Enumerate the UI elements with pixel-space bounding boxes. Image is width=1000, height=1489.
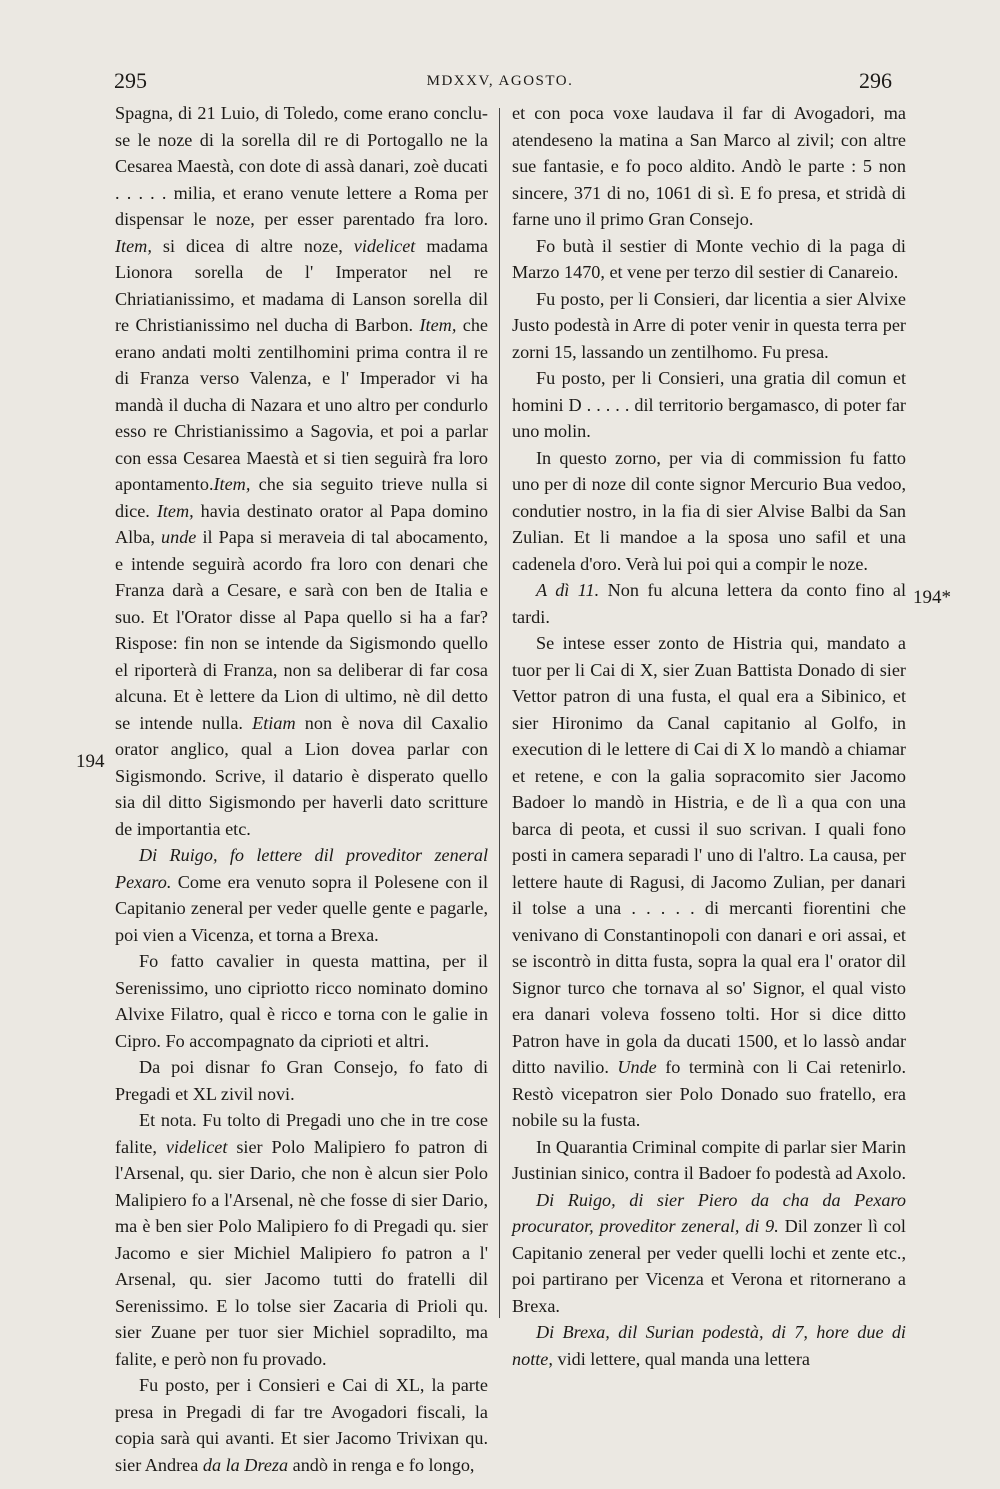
paragraph (512, 1319, 906, 1372)
paragraph: Fu posto, per li Consieri, una gratia dil comun et homini D . . . . . dil territorio bergamasco, di poter far uno molin. (512, 368, 906, 441)
paragraph (115, 1372, 488, 1478)
text-run: Dil zonzer lì col Capitanio zeneral per veder quelli lochi et zente etc., poi partirano per Vicenza et Verona et ritornerano a Brexa. (512, 1216, 906, 1316)
left-column (115, 100, 488, 1478)
text-run: Fu posto, per i Consieri e Cai di XL, la parte presa in Pregadi di far tre Avogadori fiscali, la copia sarà qui avanti. Et sier Jacomo Trivixan qu. sier Andrea (115, 1375, 488, 1475)
text-run: havia destinato orator al Papa domino Alba, (115, 500, 489, 547)
italic-run: Di Ruigo, fo lettere dil proveditor zeneral Pexaro. (115, 845, 488, 892)
italic-run: Di Brexa, dil Surian podestà, di 7, hore due di notte, (512, 1322, 906, 1369)
italic-run: Item, (213, 474, 251, 494)
paragraph (512, 630, 906, 1134)
text-run: madama Lionora sorella de l' Imperator nel re Chriatianissimo, et madama di Lanson sorella dil re Christianissimo nel ducha di Barbon. (115, 235, 488, 335)
italic-run: videlicet (353, 235, 416, 256)
text-run: andò in renga e fo longo, (288, 1454, 475, 1475)
text-run: fo terminà con li Cai retenirlo. Restò vicepatron sier Polo Donado suo fratello, era nobile su la fusta. (512, 1057, 906, 1130)
paragraph: Fo butà il sestier di Monte vechio di la paga di Marzo 1470, et vene per terzo dil sestier di Canareio. (512, 235, 906, 282)
italic-run: A dì 11. (536, 580, 600, 600)
italic-run: Unde (617, 1057, 657, 1077)
paragraph (115, 842, 488, 948)
paragraph (512, 577, 906, 630)
margin-note-right: 194* (913, 587, 951, 608)
paragraph (512, 1187, 906, 1320)
paragraph (115, 100, 488, 842)
italic-run: Etiam (252, 712, 296, 733)
text-run: Et nota. Fu tolto di Pregadi uno che in tre cose falite, (115, 1110, 488, 1157)
text-run: Spagna, di 21 Luio, di Toledo, come erano conclu-se le noze di la sorella dil re di Portogallo ne la Cesarea Maestà, con dote di assà danari, zoè ducati . . . . . milia, et erano venute lettere a Roma per dispensar le noze, per esser parentado fra loro. (115, 103, 488, 229)
right-column (512, 100, 906, 1372)
italic-run: unde (161, 527, 197, 547)
text-run: si dicea di altre noze, (151, 235, 354, 256)
running-title: MDXXV, AGOSTO. (426, 73, 574, 89)
margin-note-left: 194 (76, 751, 105, 772)
text-run: che erano andati molti zentilhomini prima contra il re di Franza verso Valenza, e l' Imperador vi ha mandà il ducha di Nazara et uno altro per condurlo esso re Christianissimo a Sagovia, et poi a parlar con essa Cesarea Maestà et si tien seguirà fra loro apontamento. (115, 315, 488, 494)
right-page-number: 296 (859, 68, 892, 93)
paragraph (115, 1107, 488, 1372)
paragraph: Fu posto, per li Consieri, dar licentia a sier Alvixe Justo podestà in Arre di poter venir in questa terra per zorni 15, lassando un zentilhomo. Fu presa. (512, 288, 906, 362)
column-divider (499, 108, 500, 1318)
text-run: il Papa si meraveia di tal abocamento, e intende seguirà acordo fra loro con denari che Franza darà a Cesare, e sarà con ben de Italia e suo. Et l'Orator disse al Papa quello si ha a far? Rispose: fin non se intende da Sigismondo quello el riporterà di Franza, non sa deliberar di far cosa alcuna. Et è lettere da Lion di ultimo, nè dil detto se intende nulla. (115, 527, 488, 733)
italic-run: videlicet (165, 1136, 228, 1157)
paragraph: Fo fatto cavalier in questa mattina, per il Serenissimo, uno cipriotto ricco nominato domino Alvixe Filatro, qual è ricco e torna con le galie in Cipro. Fo accompagnato da ciprioti et altri. (115, 951, 488, 1051)
text-run: Come era venuto sopra il Polesene con il Capitanio zeneral per veder quelle gente e pagarle, poi vien a Vicenza, et torna a Brexa. (115, 871, 488, 945)
text-run: sier Polo Malipiero fo patron di l'Arsenal, qu. sier Dario, che non è alcun sier Polo Malipiero fo a l'Arsenal, nè che fosse di sier Dario, ma è ben sier Polo Malipiero fo di Pregadi qu. sier Jacomo e sier Michiel Malipiero fo patron a l' Arsenal, qu. sier Jacomo tutti do fratelli dil Serenissimo. E lo tolse sier Zacaria di Prioli qu. sier Zuane per tuor sier Michiel sopradilto, ma falite, e però non fu provado. (115, 1136, 488, 1369)
left-page-number: 295 (114, 68, 147, 93)
text-run: Non fu alcuna lettera da conto fino al tardi. (512, 580, 907, 627)
paragraph: et con poca voxe laudava il far di Avogadori, ma atendeseno la matina a San Marco al zivil; con altre sue fantasie, e fo poco aldito. Andò le parte : 5 non sincere, 371 di no, 1061 di sì. E fo presa, et stridà di farne uno il primo Gran Consejo. (512, 103, 906, 229)
italic-run: da la Dreza (202, 1454, 289, 1475)
italic-run: Di Ruigo, di sier Piero da cha da Pexaro procurator, proveditor zeneral, di 9. (512, 1189, 906, 1236)
text-run: Se intese esser zonto de Histria qui, mandato a tuor per li Cai di X, sier Zuan Battista Donado di sier Vettor patron di una fusta, el qual era a Sibinico, et sier Hironimo da Canal capitanio al Golfo, in execution di le lettere di Cai di X lo mandò a chiamar et retene, e con la galia sopracomito sier Jacomo Badoer lo mandò in Histria, e de lì a qua con una barca di peota, et cussi il suo scrivan. I quali fono posti in camera separadi l' uno di l'altro. La causa, per lettere haute di Ragusi, di Jacomo Zulian, per danari il tolse a una . . . . . di mercanti fiorentini che venivano di Constantinopoli con danari e ori assai, et se iscontrò in ditta fusta, sopra la qual era l' orator dil Signor turco che tornava al so' Signor, el qual visto era danari voleva fosseno tolti. Hor si dice ditto Patron have in gola da ducati 1500, et lo lassò andar ditto navilio. (512, 633, 906, 1077)
text-run: che sia seguito trieve nulla si dice. (115, 474, 488, 521)
paragraph: In Quarantia Criminal compite di parlar sier Marin Justinian sinico, contra il Badoer fo podestà ad Axolo. (512, 1136, 906, 1183)
paragraph: In questo zorno, per via di commission fu fatto uno per di noze dil conte signor Mercurio Bua vedoo, condutier nostro, in la fia di sier Alvise Balbi da San Zulian. Et li mandoe a la sposa uno safil et una cadenela d'oro. Verà lui poi qui a compir le noze. (512, 447, 906, 574)
text-run: vidi lettere, qual manda una lettera (552, 1348, 810, 1369)
italic-run: Item, (419, 315, 457, 335)
text-run: non è nova dil Caxalio orator anglico, qual a Lion dovea parlar con Sigismondo. Scrive, il datario è disperato quello sia dil ditto Sigismondo per haverli dato scritture de importantia etc. (115, 712, 488, 839)
italic-run: Item, (115, 235, 152, 256)
italic-run: Item, (156, 500, 194, 521)
paragraph: Da poi disnar fo Gran Consejo, fo fato di Pregadi et XL zivil novi. (115, 1057, 488, 1104)
